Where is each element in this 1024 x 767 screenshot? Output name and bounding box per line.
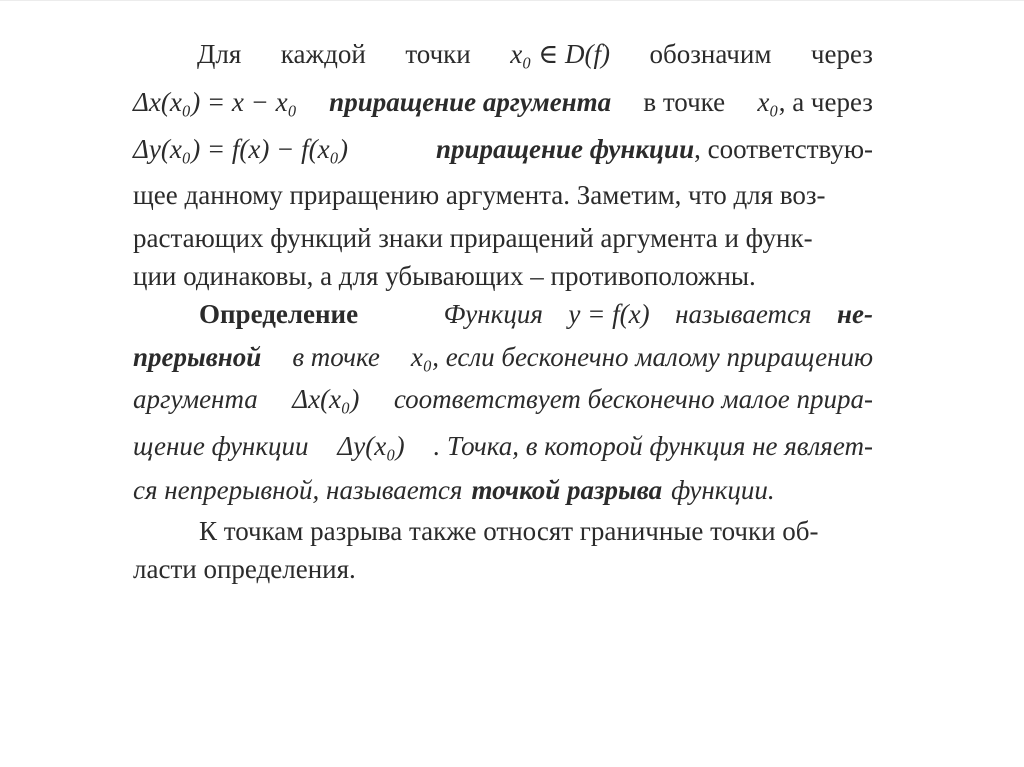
p1-line-4: щее данному приращению аргумента. Заметим, что для воз- <box>133 180 826 210</box>
term-function-increment: приращение функции <box>436 134 695 164</box>
p1-line-3: Δy(x₀) = f(x) − f(x₀) приращение функции, соответствую- <box>133 134 873 164</box>
p1-line-6: ции одинаковы, а для убывающих – противоположны. <box>133 261 756 291</box>
p3-line-1: К точкам разрыва также относят граничные точки об- <box>199 516 819 546</box>
def-line-1: Определение Функция y = f(x) называется не- <box>199 299 873 329</box>
formula-delta-y: Δy(x₀) = f(x) − f(x₀) <box>133 134 348 164</box>
def-line-3: аргумента Δx(x₀) соответствует бесконечно малое прира- <box>133 384 873 414</box>
formula-delta-x: Δx(x₀) = x − x₀ <box>133 87 297 117</box>
formula-delta-y0: Δy(x₀) <box>337 431 405 461</box>
def-line-4: щение функции Δy(x₀) . Точка, в которой функция не являет- <box>133 431 873 461</box>
term-discontinuity-point: точкой разрыва <box>471 475 663 505</box>
term-continuous: прерывной <box>133 342 262 372</box>
p1-line-2: Δx(x₀) = x − x₀ приращение аргумента в точке x₀, а через <box>133 87 873 117</box>
p3-line-2: ласти определения. <box>133 554 356 584</box>
formula-y-fx: y = f(x) <box>568 299 650 329</box>
formula-x0-in-domain: x₀ ∈ D(f) <box>510 39 611 69</box>
definition-label: Определение <box>199 299 359 329</box>
def-line-5: ся непрерывной, называется точкой разрыва функции. <box>133 475 775 505</box>
formula-delta-x0: Δx(x₀) <box>292 384 360 414</box>
def-line-2: прерывной в точке x₀, если бесконечно малому приращению <box>133 342 873 372</box>
term-argument-increment: приращение аргумента <box>329 87 612 117</box>
p1-line-1: Для каждой точки x₀ ∈ D(f) обозначим через <box>197 39 873 69</box>
p1-line-5: растающих функций знаки приращений аргумента и функ- <box>133 223 813 253</box>
